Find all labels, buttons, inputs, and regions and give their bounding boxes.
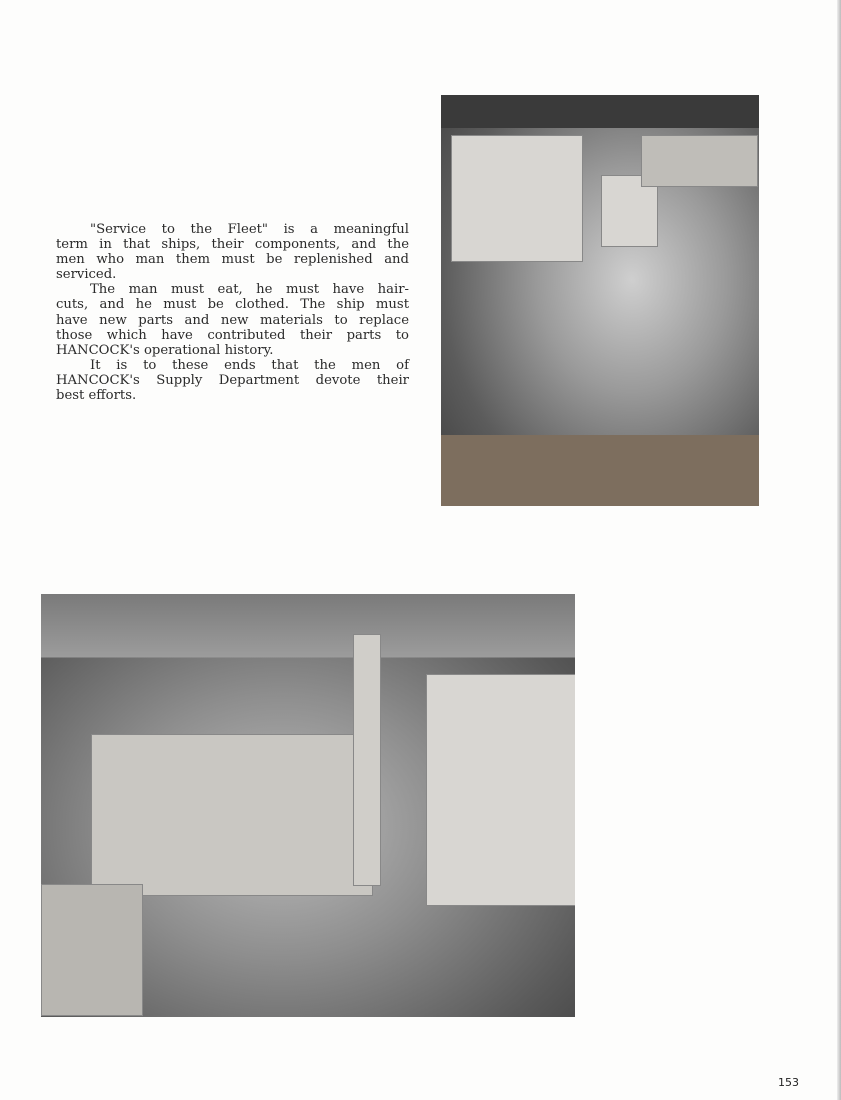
text-line: those which have contributed their parts to [56, 327, 409, 343]
body-text [56, 222, 409, 403]
text-line: term in that ships, their components, and the [56, 237, 409, 253]
text-line: HANCOCK's operational history. [56, 342, 274, 358]
text-line: have new parts and new materials to replace [56, 312, 409, 328]
text-line: HANCOCK's Supply Department devote their [56, 372, 409, 388]
text-line: men who man them must be replenished and [56, 252, 409, 268]
text-line: It is to these ends that the men of [90, 357, 409, 373]
page-number: 153 [778, 1076, 799, 1089]
page-edge [837, 0, 841, 1100]
stacked-boxes [641, 135, 758, 187]
supply-boxes [426, 674, 575, 906]
forklift [91, 734, 373, 896]
carried-box [451, 135, 583, 262]
text-line: The man must eat, he must have hair- [90, 282, 409, 298]
gangway [441, 435, 759, 506]
sailors-carrying-boxes-photo [441, 95, 759, 506]
text-line: best efforts. [56, 388, 137, 404]
forklift-photo [41, 594, 575, 1017]
text-line: serviced. [56, 267, 117, 283]
text-line: "Service to the Fleet" is a meaningful [90, 222, 409, 237]
forklift-mast [353, 634, 381, 886]
sacks [41, 884, 143, 1016]
text-line: cuts, and he must be clothed. The ship must [56, 297, 409, 313]
